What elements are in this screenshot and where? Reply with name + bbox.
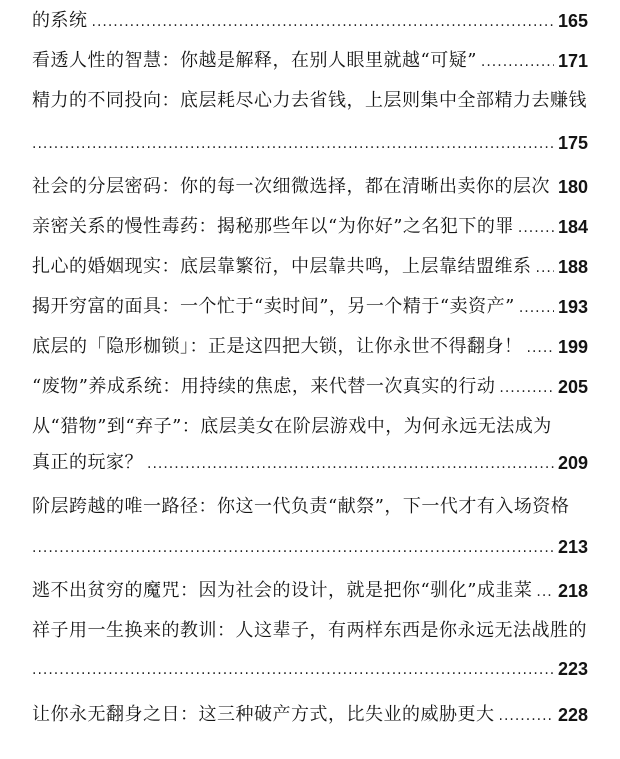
toc-leader-dots [32, 536, 554, 560]
toc-leader-dots [499, 704, 554, 728]
toc-entry-title: 真正的玩家？ [32, 452, 143, 473]
toc-page-number: 165 [557, 11, 588, 31]
toc-entry [32, 576, 588, 606]
toc-leader-dots [536, 256, 554, 280]
toc-entry [32, 372, 588, 402]
toc-entry-title: 揭开穷富的面具：一个忙于“卖时间”，另一个精于“卖资产” [32, 296, 515, 317]
toc-entry [32, 292, 588, 322]
toc-entry [32, 86, 588, 116]
toc-entry-title: 社会的分层密码：你的每一次细微选择，都在清晰出卖你的层次 [32, 176, 550, 197]
toc-leader-dots [32, 658, 554, 682]
toc-entry [32, 6, 588, 36]
toc-page-number: 218 [557, 581, 588, 601]
toc-entry [32, 332, 588, 362]
toc-entry-continuation [32, 448, 588, 478]
toc-entry-title: 逃不出贫穷的魔咒：因为社会的设计，就是把你“驯化”成韭菜 [32, 580, 533, 601]
toc-entry-title: 精力的不同投向：底层耗尽心力去省钱，上层则集中全部精力去赚钱 [32, 90, 587, 111]
toc-page-number: 171 [557, 51, 588, 71]
toc-entry-title: 阶层跨越的唯一路径：你这一代负责“献祭”，下一代才有入场资格 [32, 496, 570, 517]
toc-entry [32, 212, 588, 242]
toc-entry [32, 700, 588, 730]
toc-page-number: 213 [557, 537, 588, 557]
toc-entry [32, 46, 588, 76]
toc-entry-title: “废物”养成系统：用持续的焦虑，来代替一次真实的行动 [32, 376, 496, 397]
toc-entry [32, 616, 588, 646]
toc-entry-title: 祥子用一生换来的教训：人这辈子，有两样东西是你永远无法战胜的 [32, 620, 587, 641]
toc-page-number: 184 [557, 217, 588, 237]
toc-leader-dots [481, 50, 554, 74]
toc-leader-dots [92, 10, 554, 34]
toc-leader-dots [32, 132, 554, 156]
toc-leader-dots [536, 580, 554, 604]
toc-entry-title: 看透人性的智慧：你越是解释，在别人眼里就越“可疑” [32, 50, 477, 71]
toc-entry-title: 亲密关系的慢性毒药：揭秘那些年以“为你好”之名犯下的罪 [32, 216, 514, 237]
toc-leader-dots [519, 296, 554, 320]
toc-page-number: 188 [557, 257, 588, 277]
toc-entry-title: 扎心的婚姻现实：底层靠繁衍，中层靠共鸣，上层靠结盟维系 [32, 256, 532, 277]
toc-entry-title: 底层的「隐形枷锁」：正是这四把大锁，让你永世不得翻身！ [32, 336, 523, 357]
toc-leader-dots [518, 216, 554, 240]
toc-entry [32, 492, 588, 522]
toc-page-number: 175 [557, 133, 588, 153]
toc-leader-dots [499, 376, 554, 400]
toc-entry-title: 从“猎物”到“弃子”：底层美女在阶层游戏中，为何永远无法成为 [32, 416, 552, 437]
toc-page-number: 209 [557, 453, 588, 473]
toc-page-number: 180 [558, 177, 588, 197]
toc-entry-title: 让你永无翻身之日：这三种破产方式，比失业的威胁更大 [32, 704, 495, 725]
toc-page-number: 228 [557, 705, 588, 725]
toc-page-number: 205 [557, 377, 588, 397]
toc-entry [32, 252, 588, 282]
toc-entry-continuation [32, 654, 588, 684]
toc-leader-dots [147, 452, 554, 476]
toc-entry-continuation [32, 532, 588, 562]
toc-entry-title: 的系统 [32, 10, 88, 31]
toc-leader-dots [527, 336, 554, 360]
toc-page-number: 223 [557, 659, 588, 679]
toc-entry [32, 172, 588, 202]
toc-page-number: 199 [557, 337, 588, 357]
toc-entry [32, 412, 588, 442]
toc-page-number: 193 [557, 297, 588, 317]
toc-entry-continuation [32, 128, 588, 158]
